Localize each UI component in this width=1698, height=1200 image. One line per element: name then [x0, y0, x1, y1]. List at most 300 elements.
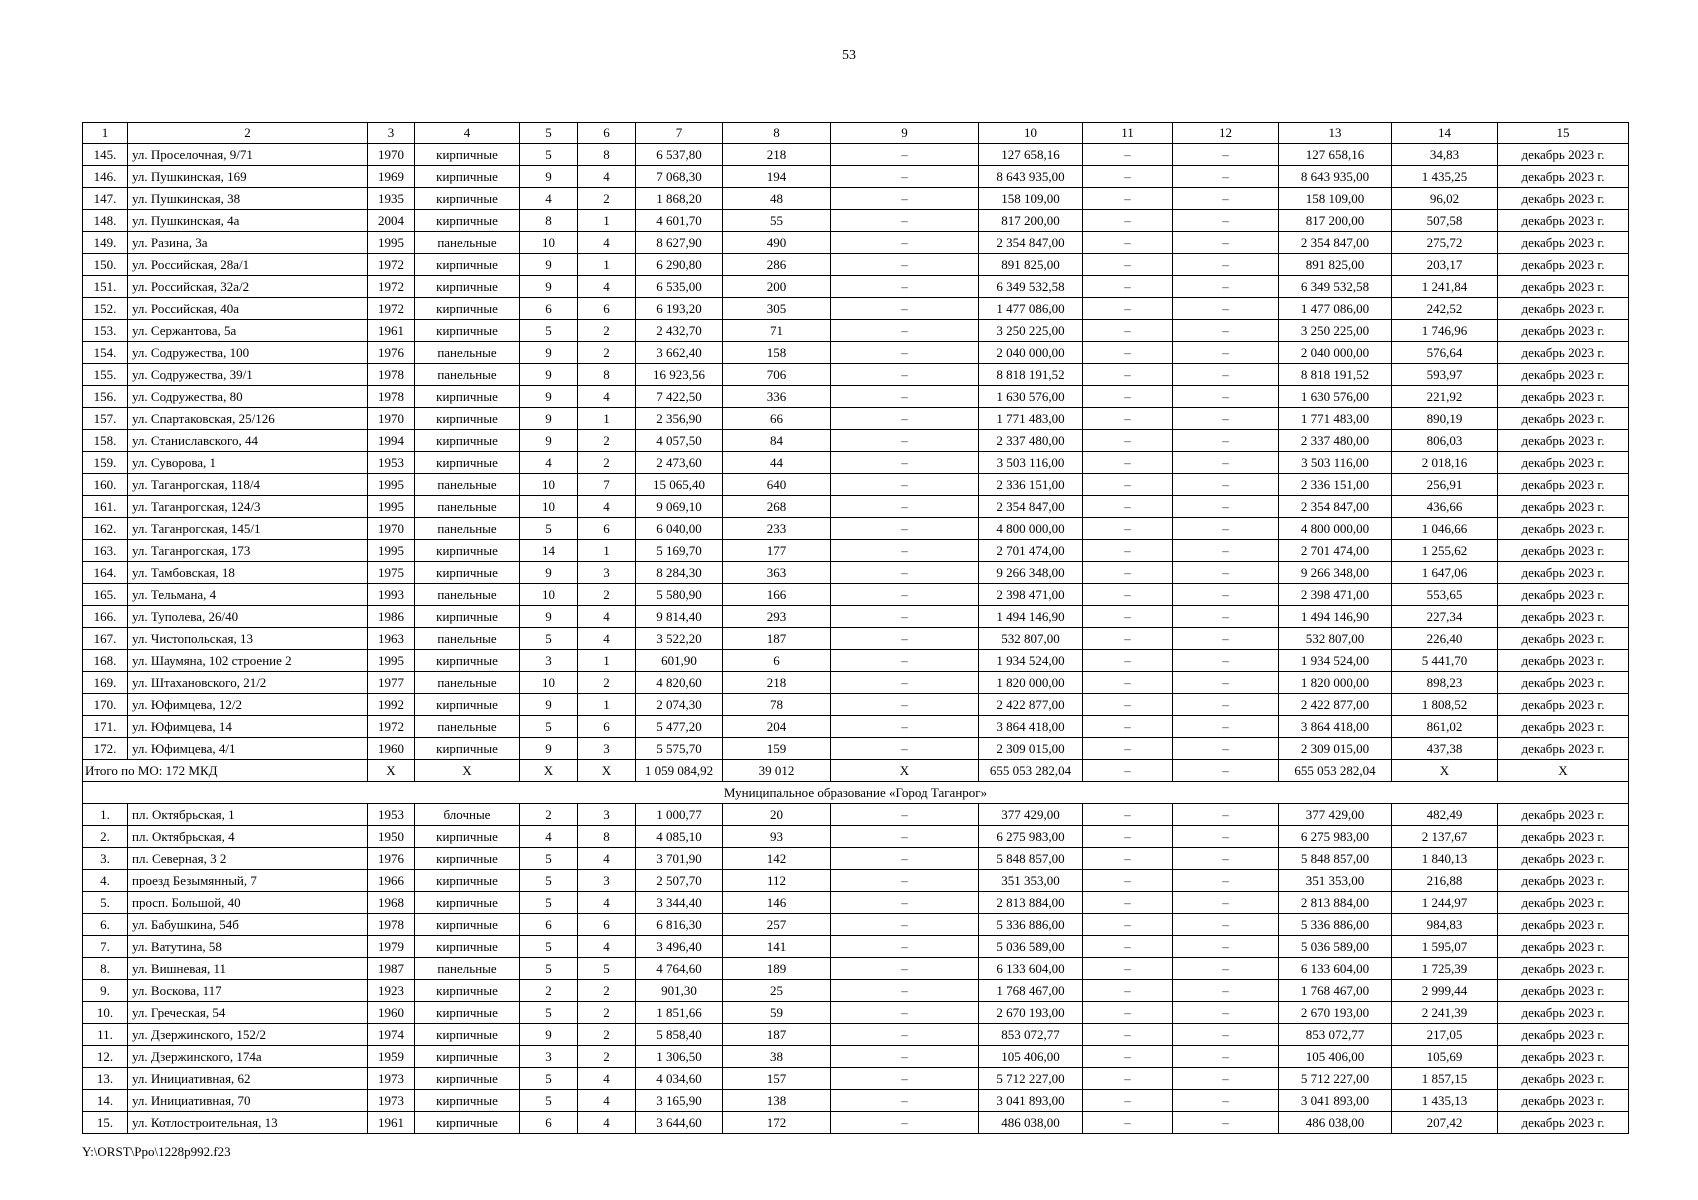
table-cell: – [1173, 738, 1279, 760]
table-cell: – [1083, 694, 1173, 716]
table-cell: 4 [578, 496, 636, 518]
table-cell: 853 072,77 [1279, 1024, 1392, 1046]
table-cell: 6 [578, 914, 636, 936]
table-cell: 3 250 225,00 [979, 320, 1083, 342]
table-cell: 1 [578, 694, 636, 716]
column-number-header: 15 [1498, 123, 1629, 144]
total-cell: 1 059 084,92 [636, 760, 723, 782]
table-cell: – [831, 342, 979, 364]
table-cell: – [1173, 804, 1279, 826]
table-cell: декабрь 2023 г. [1498, 254, 1629, 276]
table-cell: – [1173, 452, 1279, 474]
table-row [83, 716, 1629, 738]
table-row [83, 650, 1629, 672]
table-cell: 817 200,00 [979, 210, 1083, 232]
table-cell: 112 [723, 870, 831, 892]
table-cell: 1 [578, 210, 636, 232]
table-cell: кирпичные [415, 694, 520, 716]
table-cell: 4 [520, 826, 578, 848]
table-cell: 127 658,16 [979, 144, 1083, 166]
table-cell: 351 353,00 [979, 870, 1083, 892]
address-cell: ул. Сержантова, 5а [128, 320, 368, 342]
table-cell: – [1173, 870, 1279, 892]
table-cell: 8 818 191,52 [1279, 364, 1392, 386]
table-cell: – [1173, 430, 1279, 452]
table-cell: панельные [415, 232, 520, 254]
table-cell: – [1083, 364, 1173, 386]
table-cell: – [1083, 914, 1173, 936]
table-cell: 2 354 847,00 [1279, 232, 1392, 254]
table-cell: 157. [83, 408, 128, 430]
table-row [83, 980, 1629, 1002]
table-cell: 1970 [368, 144, 415, 166]
table-cell: 155. [83, 364, 128, 386]
total-cell: 655 053 282,04 [979, 760, 1083, 782]
table-cell: 6 133 604,00 [979, 958, 1083, 980]
table-cell: 25 [723, 980, 831, 1002]
table-cell: 5 036 589,00 [979, 936, 1083, 958]
total-label: Итого по МО: 172 МКД [83, 760, 368, 782]
table-cell: – [1173, 254, 1279, 276]
table-cell: – [1083, 804, 1173, 826]
table-cell: 2 813 884,00 [979, 892, 1083, 914]
table-cell: – [1083, 870, 1173, 892]
table-cell: 3 041 893,00 [1279, 1090, 1392, 1112]
table-cell: декабрь 2023 г. [1498, 1024, 1629, 1046]
table-cell: 4 057,50 [636, 430, 723, 452]
table-cell: панельные [415, 628, 520, 650]
table-cell: кирпичные [415, 848, 520, 870]
table-cell: 5 [520, 716, 578, 738]
table-cell: 167. [83, 628, 128, 650]
table-cell: 1 820 000,00 [1279, 672, 1392, 694]
table-cell: – [1173, 650, 1279, 672]
table-row [83, 188, 1629, 210]
table-cell: – [1173, 1068, 1279, 1090]
table-cell: 146 [723, 892, 831, 914]
table-cell: – [831, 540, 979, 562]
table-cell: 5 [520, 958, 578, 980]
table-cell: – [1083, 892, 1173, 914]
table-cell: 166. [83, 606, 128, 628]
table-cell: 1972 [368, 254, 415, 276]
table-cell: декабрь 2023 г. [1498, 650, 1629, 672]
table-cell: 3 503 116,00 [1279, 452, 1392, 474]
table-cell: 275,72 [1392, 232, 1498, 254]
table-cell: 4 [578, 848, 636, 870]
table-cell: 4 764,60 [636, 958, 723, 980]
table-cell: кирпичные [415, 738, 520, 760]
total-cell: 39 012 [723, 760, 831, 782]
table-cell: 4 [578, 1090, 636, 1112]
table-cell: 9 [520, 694, 578, 716]
table-cell: 6 [520, 1112, 578, 1134]
table-cell: декабрь 2023 г. [1498, 1112, 1629, 1134]
table-body-part2 [83, 804, 1629, 1134]
table-cell: 1 494 146,90 [979, 606, 1083, 628]
table-cell: 4 [520, 188, 578, 210]
address-cell: ул. Греческая, 54 [128, 1002, 368, 1024]
total-cell: X [1498, 760, 1629, 782]
table-cell: кирпичные [415, 386, 520, 408]
table-cell: 377 429,00 [979, 804, 1083, 826]
table-cell: декабрь 2023 г. [1498, 562, 1629, 584]
table-cell: 1 630 576,00 [1279, 386, 1392, 408]
table-cell: кирпичные [415, 870, 520, 892]
address-cell: ул. Воскова, 117 [128, 980, 368, 1002]
table-cell: – [1173, 562, 1279, 584]
table-cell: кирпичные [415, 188, 520, 210]
table-cell: 172. [83, 738, 128, 760]
table-cell: 1 595,07 [1392, 936, 1498, 958]
address-cell: ул. Юфимцева, 12/2 [128, 694, 368, 716]
table-cell: декабрь 2023 г. [1498, 540, 1629, 562]
table-cell: кирпичные [415, 562, 520, 584]
table-cell: 1973 [368, 1090, 415, 1112]
table-cell: 9. [83, 980, 128, 1002]
column-number-header: 8 [723, 123, 831, 144]
table-cell: 6 537,80 [636, 144, 723, 166]
table-cell: 2 [578, 1046, 636, 1068]
address-cell: ул. Спартаковская, 25/126 [128, 408, 368, 430]
table-cell: – [1083, 826, 1173, 848]
table-cell: 2 422 877,00 [1279, 694, 1392, 716]
table-cell: 9 [520, 254, 578, 276]
table-cell: 486 038,00 [979, 1112, 1083, 1134]
address-cell: ул. Пушкинская, 38 [128, 188, 368, 210]
table-cell: 1994 [368, 430, 415, 452]
table-cell: – [831, 430, 979, 452]
column-number-header: 13 [1279, 123, 1392, 144]
table-cell: 6 [723, 650, 831, 672]
table-cell: – [831, 606, 979, 628]
table-cell: – [831, 848, 979, 870]
table-cell: 351 353,00 [1279, 870, 1392, 892]
table-cell: кирпичные [415, 1112, 520, 1134]
table-cell: 5 [520, 144, 578, 166]
table-cell: 233 [723, 518, 831, 540]
address-cell: ул. Дзержинского, 152/2 [128, 1024, 368, 1046]
table-cell: 14 [520, 540, 578, 562]
table-cell: 1 [578, 540, 636, 562]
table-cell: 268 [723, 496, 831, 518]
table-cell: 169. [83, 672, 128, 694]
address-cell: ул. Бабушкина, 54б [128, 914, 368, 936]
table-row [83, 430, 1629, 452]
table-cell: кирпичные [415, 826, 520, 848]
table-cell: – [831, 562, 979, 584]
table-cell: – [1173, 144, 1279, 166]
table-cell: 2. [83, 826, 128, 848]
table-cell: 1 435,25 [1392, 166, 1498, 188]
table-row [83, 276, 1629, 298]
table-cell: – [1083, 584, 1173, 606]
table-cell: 1 477 086,00 [1279, 298, 1392, 320]
table-cell: 5 [520, 1002, 578, 1024]
table-cell: – [1083, 232, 1173, 254]
total-cell: – [1173, 760, 1279, 782]
table-cell: – [1083, 386, 1173, 408]
table-cell: 1974 [368, 1024, 415, 1046]
table-cell: 9 [520, 430, 578, 452]
table-cell: 5 [520, 892, 578, 914]
table-row [83, 452, 1629, 474]
table-cell: 34,83 [1392, 144, 1498, 166]
table-cell: 6 349 532,58 [1279, 276, 1392, 298]
address-cell: ул. Российская, 28а/1 [128, 254, 368, 276]
table-cell: – [1173, 540, 1279, 562]
table-cell: 3 [578, 804, 636, 826]
table-row [83, 320, 1629, 342]
table-cell: панельные [415, 474, 520, 496]
table-row [83, 738, 1629, 760]
total-cell: X [368, 760, 415, 782]
table-cell: 4 [578, 606, 636, 628]
address-cell: ул. Тельмана, 4 [128, 584, 368, 606]
table-row [83, 144, 1629, 166]
table-cell: – [831, 694, 979, 716]
address-cell: проезд Безымянный, 7 [128, 870, 368, 892]
table-row [83, 914, 1629, 936]
table-cell: 48 [723, 188, 831, 210]
table-cell: декабрь 2023 г. [1498, 188, 1629, 210]
table-cell: 6 [578, 716, 636, 738]
table-cell: – [831, 166, 979, 188]
table-cell: – [1083, 672, 1173, 694]
table-cell: кирпичные [415, 606, 520, 628]
table-cell: – [831, 254, 979, 276]
table-cell: 1972 [368, 716, 415, 738]
table-cell: – [1083, 562, 1173, 584]
table-cell: 1953 [368, 452, 415, 474]
table-cell: 3 496,40 [636, 936, 723, 958]
table-cell: 1 868,20 [636, 188, 723, 210]
table-cell: 5 [520, 870, 578, 892]
table-cell: – [1083, 540, 1173, 562]
table-cell: 2 336 151,00 [1279, 474, 1392, 496]
table-cell: 10 [520, 232, 578, 254]
table-cell: – [831, 716, 979, 738]
table-cell: 1993 [368, 584, 415, 606]
table-cell: 2 [578, 672, 636, 694]
table-cell: 162. [83, 518, 128, 540]
table-cell: – [831, 408, 979, 430]
table-cell: 601,90 [636, 650, 723, 672]
table-cell: 4 800 000,00 [1279, 518, 1392, 540]
table-cell: 2 018,16 [1392, 452, 1498, 474]
table-cell: 44 [723, 452, 831, 474]
table-cell: декабрь 2023 г. [1498, 452, 1629, 474]
table-cell: 5 477,20 [636, 716, 723, 738]
table-cell: 2 354 847,00 [979, 232, 1083, 254]
table-cell: 4 820,60 [636, 672, 723, 694]
table-cell: – [1083, 936, 1173, 958]
table-cell: 4 800 000,00 [979, 518, 1083, 540]
table-cell: 1953 [368, 804, 415, 826]
table-cell: 1969 [368, 166, 415, 188]
address-cell: ул. Разина, 3а [128, 232, 368, 254]
table-cell: 437,38 [1392, 738, 1498, 760]
table-cell: 1 [578, 408, 636, 430]
table-cell: – [1083, 342, 1173, 364]
table-cell: 490 [723, 232, 831, 254]
table-cell: – [1173, 166, 1279, 188]
table-cell: 6 133 604,00 [1279, 958, 1392, 980]
table-cell: декабрь 2023 г. [1498, 276, 1629, 298]
address-cell: ул. Штахановского, 21/2 [128, 672, 368, 694]
table-cell: 242,52 [1392, 298, 1498, 320]
table-cell: – [831, 936, 979, 958]
table-cell: – [1083, 166, 1173, 188]
table-cell: 336 [723, 386, 831, 408]
table-row [83, 848, 1629, 870]
table-cell: кирпичные [415, 430, 520, 452]
table-cell: декабрь 2023 г. [1498, 232, 1629, 254]
table-cell: 1986 [368, 606, 415, 628]
table-cell: 226,40 [1392, 628, 1498, 650]
table-cell: 93 [723, 826, 831, 848]
table-cell: 1 771 483,00 [1279, 408, 1392, 430]
table-cell: 9 [520, 562, 578, 584]
table-cell: декабрь 2023 г. [1498, 936, 1629, 958]
table-cell: 158 109,00 [1279, 188, 1392, 210]
table-cell: – [831, 1090, 979, 1112]
table-cell: 187 [723, 628, 831, 650]
table-cell: 6 193,20 [636, 298, 723, 320]
table-cell: 12. [83, 1046, 128, 1068]
table-cell: 16 923,56 [636, 364, 723, 386]
table-cell: 221,92 [1392, 386, 1498, 408]
table-cell: панельные [415, 496, 520, 518]
table-cell: – [1173, 1002, 1279, 1024]
table-cell: панельные [415, 518, 520, 540]
table-cell: 2 074,30 [636, 694, 723, 716]
table-row [83, 408, 1629, 430]
table-cell: 2 [520, 804, 578, 826]
table-cell: – [1173, 892, 1279, 914]
table-row [83, 1112, 1629, 1134]
table-cell: декабрь 2023 г. [1498, 694, 1629, 716]
table-cell: 1935 [368, 188, 415, 210]
column-numbers-row [83, 123, 1629, 144]
table-cell: 10 [520, 584, 578, 606]
table-row [83, 870, 1629, 892]
column-number-header: 14 [1392, 123, 1498, 144]
table-cell: – [1173, 848, 1279, 870]
table-cell: кирпичные [415, 892, 520, 914]
table-cell: 486 038,00 [1279, 1112, 1392, 1134]
table-row [83, 1002, 1629, 1024]
table-cell: кирпичные [415, 166, 520, 188]
table-cell: 507,58 [1392, 210, 1498, 232]
table-cell: – [1173, 672, 1279, 694]
address-cell: ул. Содружества, 39/1 [128, 364, 368, 386]
table-cell: 1. [83, 804, 128, 826]
table-cell: 1 857,15 [1392, 1068, 1498, 1090]
table-cell: декабрь 2023 г. [1498, 980, 1629, 1002]
table-cell: – [1173, 342, 1279, 364]
table-cell: 3 [578, 562, 636, 584]
table-cell: – [1083, 210, 1173, 232]
table-cell: 6 816,30 [636, 914, 723, 936]
table-cell: – [1173, 188, 1279, 210]
table-cell: 898,23 [1392, 672, 1498, 694]
total-cell: – [1083, 760, 1173, 782]
table-cell: – [1083, 980, 1173, 1002]
table-cell: 1 771 483,00 [979, 408, 1083, 430]
table-cell: декабрь 2023 г. [1498, 738, 1629, 760]
table-cell: 1 725,39 [1392, 958, 1498, 980]
table-cell: 256,91 [1392, 474, 1498, 496]
table-cell: – [1083, 1024, 1173, 1046]
table-cell: панельные [415, 342, 520, 364]
table-cell: 4 [578, 936, 636, 958]
table-cell: 3 864 418,00 [979, 716, 1083, 738]
table-cell: 2 [578, 430, 636, 452]
table-cell: 1 244,97 [1392, 892, 1498, 914]
table-cell: 3 662,40 [636, 342, 723, 364]
table-cell: декабрь 2023 г. [1498, 716, 1629, 738]
total-cell: X [520, 760, 578, 782]
table-cell: 1 255,62 [1392, 540, 1498, 562]
table-cell: 166 [723, 584, 831, 606]
table-cell: кирпичные [415, 452, 520, 474]
table-cell: 168. [83, 650, 128, 672]
table-cell: 8 627,90 [636, 232, 723, 254]
table-row [83, 364, 1629, 386]
table-cell: декабрь 2023 г. [1498, 342, 1629, 364]
table-cell: 6 [578, 518, 636, 540]
table-cell: 1995 [368, 474, 415, 496]
table-cell: 151. [83, 276, 128, 298]
table-row [83, 254, 1629, 276]
table-row [83, 826, 1629, 848]
table-cell: кирпичные [415, 540, 520, 562]
table-cell: 8 [578, 364, 636, 386]
address-cell: ул. Юфимцева, 14 [128, 716, 368, 738]
table-cell: 2 [578, 452, 636, 474]
table-cell: – [1083, 518, 1173, 540]
table-cell: 6 [520, 298, 578, 320]
address-cell: ул. Ватутина, 58 [128, 936, 368, 958]
table-cell: – [1083, 474, 1173, 496]
table-cell: панельные [415, 958, 520, 980]
table-cell: 4 [578, 1068, 636, 1090]
total-cell: X [415, 760, 520, 782]
table-cell: 377 429,00 [1279, 804, 1392, 826]
table-cell: – [1083, 1002, 1173, 1024]
table-cell: – [831, 1024, 979, 1046]
table-cell: – [831, 210, 979, 232]
table-row [83, 672, 1629, 694]
table-cell: 1968 [368, 892, 415, 914]
table-cell: 9 [520, 166, 578, 188]
table-cell: 5 169,70 [636, 540, 723, 562]
column-number-header: 4 [415, 123, 520, 144]
table-cell: кирпичные [415, 1068, 520, 1090]
table-cell: 5 441,70 [1392, 650, 1498, 672]
table-cell: 9 266 348,00 [979, 562, 1083, 584]
table-cell: декабрь 2023 г. [1498, 1046, 1629, 1068]
table-cell: декабрь 2023 г. [1498, 958, 1629, 980]
table-cell: 1970 [368, 518, 415, 540]
table-cell: 1975 [368, 562, 415, 584]
table-cell: – [1083, 276, 1173, 298]
table-cell: 1978 [368, 364, 415, 386]
column-number-header: 3 [368, 123, 415, 144]
address-cell: ул. Проселочная, 9/71 [128, 144, 368, 166]
table-cell: панельные [415, 584, 520, 606]
